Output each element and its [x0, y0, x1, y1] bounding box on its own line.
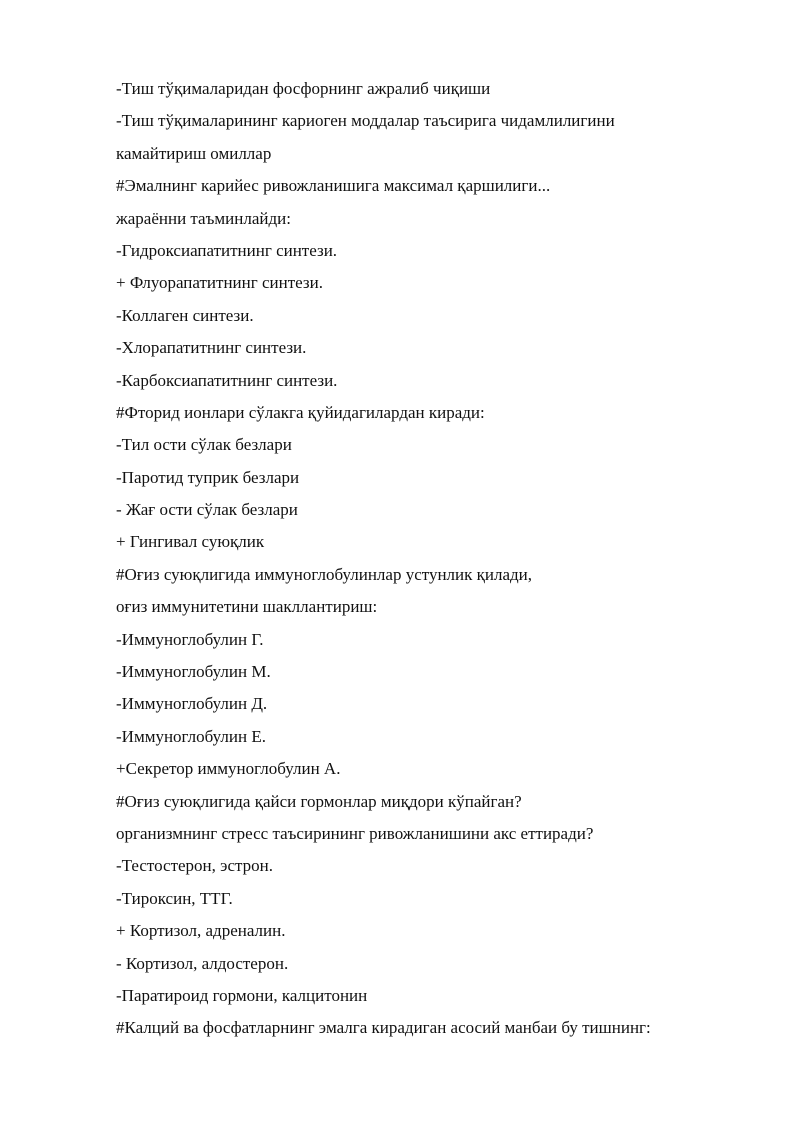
- question-line: #Эмалнинг карийес ривожланишига максимал қаршилиги...: [116, 176, 551, 196]
- question-line: #Калций ва фосфатларнинг эмалга кирадиган асосий манбаи бу тишнинг:: [116, 1018, 651, 1038]
- answer-option: - Жағ ости сўлак безлари: [116, 500, 298, 520]
- correct-answer-option: + Кортизол, адреналин.: [116, 921, 286, 941]
- answer-option: -Коллаген синтези.: [116, 305, 254, 325]
- question-line: #Оғиз суюқлигида иммуноглобулинлар устунлик қилади,: [116, 564, 533, 584]
- answer-option: -Иммуноглобулин Е.: [116, 726, 266, 746]
- document-text: [116, 73, 776, 1045]
- text-line: -Тиш тўқималаридан фосфорнинг ажралиб чиқиши: [116, 79, 491, 98]
- text-line: камайтириш омиллар: [116, 143, 272, 163]
- answer-option: - Кортизол, алдостерон.: [116, 953, 289, 973]
- correct-answer-option: + Флуорапатитнинг синтези.: [116, 273, 323, 293]
- answer-option: -Тил ости сўлак безлари: [116, 435, 292, 455]
- answer-option: -Паратироид гормони, калцитонин: [116, 985, 368, 1005]
- text-line: оғиз иммунитетини шакллантириш:: [116, 597, 378, 617]
- correct-answer-option: +Секретор иммуноглобулин А.: [116, 759, 341, 779]
- answer-option: -Иммуноглобулин Г.: [116, 629, 264, 649]
- answer-option: -Тироксин, ТТГ.: [116, 888, 233, 908]
- text-line: -Тиш тўқималарининг кариоген моддалар таъсирига чидамлилигини: [116, 111, 615, 131]
- correct-answer-option: + Гингивал суюқлик: [116, 532, 265, 552]
- answer-option: -Гидроксиапатитнинг синтези.: [116, 240, 338, 260]
- question-line: #Оғиз суюқлигида қайси гормонлар миқдори кўпайган?: [116, 791, 522, 811]
- answer-option: -Иммуноглобулин М.: [116, 662, 271, 682]
- answer-option: -Карбоксиапатитнинг синтези.: [116, 370, 338, 390]
- answer-option: -Тестостерон, эстрон.: [116, 856, 273, 876]
- answer-option: -Паротид туприк безлари: [116, 467, 300, 487]
- question-line: #Фторид ионлари сўлакга қуйидагилардан киради:: [116, 402, 485, 422]
- text-line: жараённи таъминлайди:: [116, 208, 291, 228]
- answer-option: -Иммуноглобулин Д.: [116, 694, 268, 714]
- text-line: организмнинг стресс таъсирининг ривожланишини акс еттиради?: [116, 823, 594, 843]
- answer-option: -Хлорапатитнинг синтези.: [116, 338, 307, 358]
